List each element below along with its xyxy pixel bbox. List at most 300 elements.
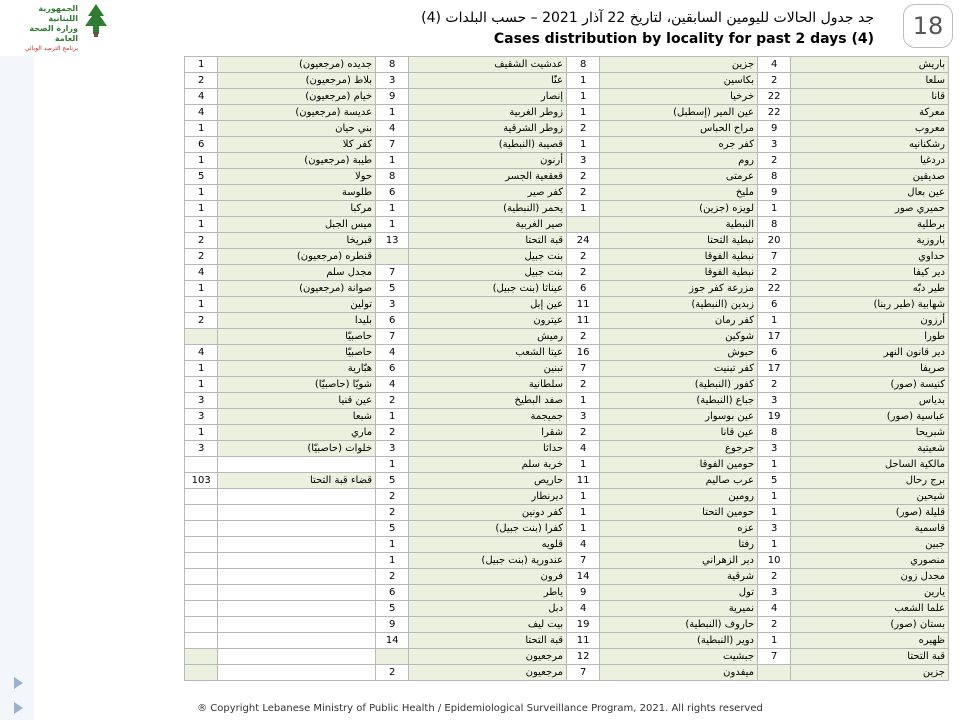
case-count-cell: 20 — [758, 233, 791, 249]
case-count-cell: 3 — [758, 521, 791, 537]
table-row — [185, 377, 949, 393]
case-count-cell: 2 — [567, 121, 600, 137]
locality-cell: حومين التحتا — [600, 505, 758, 521]
locality-cell: نبطية الفوقا — [600, 265, 758, 281]
case-count-cell: 7 — [567, 553, 600, 569]
locality-cell — [218, 617, 376, 633]
locality-cell: عرمتى — [600, 169, 758, 185]
locality-cell: عزه — [600, 521, 758, 537]
locality-cell: عين المير (إسطبل) — [600, 105, 758, 121]
locality-cell: دير قانون النهر — [791, 345, 949, 361]
table-row — [185, 217, 949, 233]
case-count-cell: 1 — [376, 409, 409, 425]
case-count-cell: 3 — [758, 441, 791, 457]
locality-cell — [218, 489, 376, 505]
case-count-cell: 5 — [185, 169, 218, 185]
locality-cell: حميري صور — [791, 201, 949, 217]
locality-cell: معركة — [791, 105, 949, 121]
case-count-cell: 1 — [758, 457, 791, 473]
case-count-cell: 6 — [376, 585, 409, 601]
locality-cell: مرجعيون — [409, 665, 567, 681]
locality-cell: برج رحال — [791, 473, 949, 489]
locality-cell: تولين — [218, 297, 376, 313]
locality-cell: دوير (النبطية) — [600, 633, 758, 649]
case-count-cell: 2 — [376, 425, 409, 441]
table-row — [185, 281, 949, 297]
case-count-cell: 8 — [376, 57, 409, 73]
case-count-cell: 5 — [758, 473, 791, 489]
locality-cell: حولا — [218, 169, 376, 185]
locality-cell: رومين — [600, 489, 758, 505]
case-count-cell: 1 — [758, 201, 791, 217]
locality-cell: هبّارية — [218, 361, 376, 377]
case-count-cell: 5 — [376, 473, 409, 489]
locality-cell: حاصبيّا — [218, 329, 376, 345]
locality-cell: رفتا — [600, 537, 758, 553]
case-count-cell: 2 — [567, 425, 600, 441]
case-count-cell — [185, 329, 218, 345]
locality-cell: شيحين — [791, 489, 949, 505]
locality-cell — [218, 601, 376, 617]
table-row — [185, 297, 949, 313]
case-count-cell: 1 — [376, 553, 409, 569]
table-row — [185, 73, 949, 89]
locality-cell: سلطانية — [409, 377, 567, 393]
locality-cell: بنت جبيل — [409, 249, 567, 265]
locality-cell: بليدا — [218, 313, 376, 329]
locality-cell: زوطر الشرقية — [409, 121, 567, 137]
locality-cell: قنطره (مرجعيون) — [218, 249, 376, 265]
case-count-cell: 12 — [567, 649, 600, 665]
locality-cell: عرب صاليم — [600, 473, 758, 489]
logo-text — [6, 4, 78, 53]
case-count-cell — [185, 457, 218, 473]
table-row — [185, 569, 949, 585]
table-row — [185, 313, 949, 329]
case-count-cell: 2 — [376, 489, 409, 505]
locality-cell: جزين — [791, 665, 949, 681]
case-count-cell: 4 — [567, 441, 600, 457]
locality-cell: يارين — [791, 585, 949, 601]
case-count-cell: 3 — [567, 409, 600, 425]
case-count-cell: 2 — [567, 377, 600, 393]
case-count-cell: 6 — [376, 185, 409, 201]
locality-cell: عيتا الشعب — [409, 345, 567, 361]
locality-cell: حاصبيّا — [218, 345, 376, 361]
locality-cell: صفد البطيخ — [409, 393, 567, 409]
locality-cell: روم — [600, 153, 758, 169]
table-row — [185, 441, 949, 457]
locality-cell: مراح الحباس — [600, 121, 758, 137]
case-count-cell: 1 — [185, 153, 218, 169]
locality-cell: شعيتية — [791, 441, 949, 457]
case-count-cell: 1 — [567, 89, 600, 105]
case-count-cell: 2 — [758, 377, 791, 393]
case-count-cell — [185, 489, 218, 505]
locality-cell: بستان (صور) — [791, 617, 949, 633]
case-count-cell: 14 — [376, 633, 409, 649]
locality-cell: جبشيت — [600, 649, 758, 665]
locality-cell — [218, 521, 376, 537]
case-count-cell: 1 — [567, 457, 600, 473]
table-row — [185, 585, 949, 601]
locality-cell: خربة سلم — [409, 457, 567, 473]
case-count-cell: 2 — [376, 393, 409, 409]
case-count-cell: 3 — [376, 441, 409, 457]
locality-cell: ديرنطار — [409, 489, 567, 505]
case-count-cell: 10 — [758, 553, 791, 569]
case-count-cell: 7 — [376, 137, 409, 153]
table-row — [185, 601, 949, 617]
locality-cell: قصيبة (النبطية) — [409, 137, 567, 153]
locality-cell: تول — [600, 585, 758, 601]
locality-cell: عين بعال — [791, 185, 949, 201]
locality-cell: شرقية — [600, 569, 758, 585]
locality-cell: دير الزهراني — [600, 553, 758, 569]
case-count-cell: 1 — [758, 489, 791, 505]
locality-cell: جباع (النبطية) — [600, 393, 758, 409]
table-row — [185, 649, 949, 665]
locality-cell: ميفدون — [600, 665, 758, 681]
locality-cell: شهابية (طير ربنا) — [791, 297, 949, 313]
locality-cell: عيناثا (بنت جبيل) — [409, 281, 567, 297]
locality-cell: حبوش — [600, 345, 758, 361]
locality-cell: عدشيت الشقيف — [409, 57, 567, 73]
case-count-cell: 7 — [567, 361, 600, 377]
case-count-cell: 6 — [185, 137, 218, 153]
locality-cell: بيت ليف — [409, 617, 567, 633]
case-count-cell: 4 — [185, 105, 218, 121]
locality-cell: شويّا (حاصبيّا) — [218, 377, 376, 393]
case-count-cell: 4 — [376, 377, 409, 393]
locality-cell: كفور (النبطية) — [600, 377, 758, 393]
case-count-cell: 1 — [185, 377, 218, 393]
case-count-cell: 11 — [567, 633, 600, 649]
case-count-cell: 5 — [376, 281, 409, 297]
table-row — [185, 57, 949, 73]
locality-cell: كفر صير — [409, 185, 567, 201]
case-count-cell: 4 — [567, 601, 600, 617]
locality-cell: رشكنانيه — [791, 137, 949, 153]
case-count-cell: 5 — [376, 521, 409, 537]
case-count-cell: 2 — [758, 265, 791, 281]
locality-cell: ماري — [218, 425, 376, 441]
table-row — [185, 249, 949, 265]
case-count-cell: 8 — [758, 425, 791, 441]
table-row — [185, 505, 949, 521]
locality-cell: خيام (مرجعيون) — [218, 89, 376, 105]
locality-cell: عندورية (بنت جبيل) — [409, 553, 567, 569]
case-count-cell: 3 — [185, 409, 218, 425]
locality-cell: صديقين — [791, 169, 949, 185]
locality-cell: بكاسين — [600, 73, 758, 89]
case-count-cell: 1 — [567, 137, 600, 153]
table-row — [185, 457, 949, 473]
locality-cell: برطلية — [791, 217, 949, 233]
locality-cell: خلوات (حاصبيّا) — [218, 441, 376, 457]
ministry-logo — [4, 2, 112, 52]
locality-cell: نبطية التحتا — [600, 233, 758, 249]
case-count-cell — [185, 617, 218, 633]
locality-cell: صوانة (مرجعيون) — [218, 281, 376, 297]
case-count-cell: 2 — [567, 249, 600, 265]
locality-cell: سلعا — [791, 73, 949, 89]
locality-cell — [218, 537, 376, 553]
case-count-cell: 1 — [376, 537, 409, 553]
case-count-cell: 2 — [185, 249, 218, 265]
locality-cell: قبة التحتا — [409, 233, 567, 249]
case-count-cell: 4 — [376, 345, 409, 361]
case-count-cell: 1 — [567, 521, 600, 537]
case-count-cell: 103 — [185, 473, 218, 489]
locality-cell: قانا — [791, 89, 949, 105]
locality-cell: مزرعة كفر جوز — [600, 281, 758, 297]
case-count-cell: 4 — [185, 265, 218, 281]
locality-cell: صير الغربية — [409, 217, 567, 233]
case-count-cell: 2 — [567, 265, 600, 281]
locality-cell: لويزه (جزين) — [600, 201, 758, 217]
logo-line-2: وزارة الصحة العامة — [29, 24, 78, 43]
locality-cell — [218, 665, 376, 681]
locality-cell: قضاء قبة التحتا — [218, 473, 376, 489]
locality-cell: منصوري — [791, 553, 949, 569]
cedar-emblem-icon — [82, 2, 110, 38]
locality-cell: دبل — [409, 601, 567, 617]
locality-cell: كفر تبنيت — [600, 361, 758, 377]
locality-cell: قبة التحتا — [791, 649, 949, 665]
page-number-badge: 18 — [903, 4, 953, 48]
case-count-cell: 2 — [376, 569, 409, 585]
case-count-cell — [376, 249, 409, 265]
case-count-cell — [185, 601, 218, 617]
table-row — [185, 137, 949, 153]
case-count-cell: 1 — [376, 457, 409, 473]
locality-cell: معروب — [791, 121, 949, 137]
case-count-cell — [758, 665, 791, 681]
table-row — [185, 617, 949, 633]
locality-cell: قعقعية الجسر — [409, 169, 567, 185]
locality-cell: قليلة (صور) — [791, 505, 949, 521]
cases-table-body — [185, 57, 949, 681]
table-row — [185, 409, 949, 425]
locality-cell: عباسية (صور) — [791, 409, 949, 425]
locality-cell: كفر جره — [600, 137, 758, 153]
case-count-cell — [185, 665, 218, 681]
case-count-cell: 24 — [567, 233, 600, 249]
case-count-cell: 8 — [376, 169, 409, 185]
case-count-cell: 9 — [567, 585, 600, 601]
locality-cell: رميش — [409, 329, 567, 345]
locality-cell: مجدل زون — [791, 569, 949, 585]
locality-cell: حاروف (النبطية) — [600, 617, 758, 633]
case-count-cell — [185, 505, 218, 521]
locality-cell — [218, 457, 376, 473]
case-count-cell: 3 — [185, 441, 218, 457]
case-count-cell: 1 — [185, 281, 218, 297]
case-count-cell: 3 — [758, 393, 791, 409]
page-title-english: Cases distribution by locality for past 2 days (4) — [493, 31, 874, 47]
locality-cell — [218, 553, 376, 569]
locality-cell: باروزية — [791, 233, 949, 249]
locality-cell: عيترون — [409, 313, 567, 329]
case-count-cell: 1 — [758, 633, 791, 649]
logo-line-1: الجمهورية اللبنانية — [38, 4, 78, 23]
next-slide-arrow-icon[interactable] — [14, 677, 23, 689]
case-count-cell: 1 — [185, 185, 218, 201]
table-row — [185, 201, 949, 217]
locality-cell: جبين — [791, 537, 949, 553]
table-row — [185, 473, 949, 489]
case-count-cell: 3 — [185, 393, 218, 409]
case-count-cell: 6 — [758, 345, 791, 361]
case-count-cell: 1 — [185, 217, 218, 233]
case-count-cell — [185, 553, 218, 569]
locality-cell: شبعا — [218, 409, 376, 425]
case-count-cell — [567, 217, 600, 233]
case-count-cell: 19 — [567, 617, 600, 633]
table-row — [185, 89, 949, 105]
locality-cell: كفر رمان — [600, 313, 758, 329]
case-count-cell: 17 — [758, 361, 791, 377]
case-count-cell — [185, 649, 218, 665]
table-row — [185, 537, 949, 553]
table-row — [185, 521, 949, 537]
case-count-cell: 11 — [567, 313, 600, 329]
case-count-cell: 2 — [376, 505, 409, 521]
locality-cell: كفرا (بنت جبيل) — [409, 521, 567, 537]
table-row — [185, 633, 949, 649]
table-row — [185, 361, 949, 377]
case-count-cell: 3 — [758, 585, 791, 601]
case-count-cell — [376, 649, 409, 665]
case-count-cell: 2 — [567, 169, 600, 185]
case-count-cell: 22 — [758, 105, 791, 121]
case-count-cell: 2 — [567, 185, 600, 201]
case-count-cell: 2 — [567, 329, 600, 345]
case-count-cell: 4 — [758, 601, 791, 617]
locality-cell: عين قنيا — [218, 393, 376, 409]
case-count-cell: 16 — [567, 345, 600, 361]
case-count-cell: 13 — [376, 233, 409, 249]
locality-cell: شوكين — [600, 329, 758, 345]
case-count-cell: 11 — [567, 473, 600, 489]
case-count-cell: 6 — [758, 297, 791, 313]
case-count-cell: 3 — [376, 297, 409, 313]
locality-cell: خرخيا — [600, 89, 758, 105]
case-count-cell: 2 — [185, 233, 218, 249]
table-row — [185, 153, 949, 169]
case-count-cell: 1 — [185, 121, 218, 137]
case-count-cell: 1 — [185, 57, 218, 73]
locality-cell: شبريحا — [791, 425, 949, 441]
case-count-cell — [185, 521, 218, 537]
case-count-cell: 8 — [758, 217, 791, 233]
locality-cell: عين بوسوار — [600, 409, 758, 425]
locality-cell: كفر دونين — [409, 505, 567, 521]
case-count-cell: 19 — [758, 409, 791, 425]
locality-cell — [218, 569, 376, 585]
case-count-cell: 7 — [376, 329, 409, 345]
case-count-cell: 1 — [567, 489, 600, 505]
case-count-cell: 1 — [567, 393, 600, 409]
locality-cell: عنّا — [409, 73, 567, 89]
locality-cell: حومين الفوقا — [600, 457, 758, 473]
locality-cell: جرجوع — [600, 441, 758, 457]
locality-cell: مركبا — [218, 201, 376, 217]
locality-cell: طورا — [791, 329, 949, 345]
case-count-cell: 1 — [185, 201, 218, 217]
case-count-cell: 1 — [185, 425, 218, 441]
table-row — [185, 121, 949, 137]
locality-cell: قاسمية — [791, 521, 949, 537]
case-count-cell: 2 — [758, 73, 791, 89]
locality-cell: نميرية — [600, 601, 758, 617]
locality-cell: دير كيفا — [791, 265, 949, 281]
table-row — [185, 665, 949, 681]
locality-cell: بدياس — [791, 393, 949, 409]
case-count-cell: 6 — [376, 313, 409, 329]
locality-cell: جديده (مرجعيون) — [218, 57, 376, 73]
case-count-cell: 7 — [567, 665, 600, 681]
table-row — [185, 329, 949, 345]
table-row — [185, 553, 949, 569]
case-count-cell: 7 — [758, 249, 791, 265]
case-count-cell — [185, 537, 218, 553]
case-count-cell: 2 — [758, 569, 791, 585]
case-count-cell: 5 — [376, 601, 409, 617]
locality-cell: بنت جبيل — [409, 265, 567, 281]
locality-cell: جزين — [600, 57, 758, 73]
case-count-cell: 2 — [185, 73, 218, 89]
case-count-cell: 22 — [758, 89, 791, 105]
left-margin-bar — [0, 56, 34, 720]
locality-cell — [218, 585, 376, 601]
case-count-cell: 1 — [376, 153, 409, 169]
locality-cell: قلويه — [409, 537, 567, 553]
locality-cell: عديسة (مرجعيون) — [218, 105, 376, 121]
locality-cell: قبة التحتا — [409, 633, 567, 649]
case-count-cell: 22 — [758, 281, 791, 297]
locality-cell: حداثا — [409, 441, 567, 457]
locality-cell: أرزون — [791, 313, 949, 329]
locality-cell: طلوسة — [218, 185, 376, 201]
table-row — [185, 425, 949, 441]
locality-cell: بني حيان — [218, 121, 376, 137]
locality-cell: حداوي — [791, 249, 949, 265]
locality-cell: مجدل سلم — [218, 265, 376, 281]
locality-cell: طيبة (مرجعيون) — [218, 153, 376, 169]
case-count-cell: 8 — [567, 57, 600, 73]
locality-cell: النبطية — [600, 217, 758, 233]
case-count-cell: 1 — [758, 537, 791, 553]
locality-cell: علما الشعب — [791, 601, 949, 617]
case-count-cell: 3 — [376, 73, 409, 89]
case-count-cell: 14 — [567, 569, 600, 585]
locality-cell: كفر كلا — [218, 137, 376, 153]
case-count-cell: 8 — [758, 169, 791, 185]
case-count-cell: 17 — [758, 329, 791, 345]
case-count-cell — [185, 569, 218, 585]
case-count-cell: 2 — [185, 313, 218, 329]
case-count-cell: 1 — [567, 505, 600, 521]
case-count-cell: 4 — [376, 121, 409, 137]
case-count-cell: 9 — [376, 617, 409, 633]
locality-cell — [218, 505, 376, 521]
locality-cell: حاريص — [409, 473, 567, 489]
case-count-cell: 1 — [376, 217, 409, 233]
locality-cell: مالكية الساحل — [791, 457, 949, 473]
case-count-cell: 9 — [758, 121, 791, 137]
